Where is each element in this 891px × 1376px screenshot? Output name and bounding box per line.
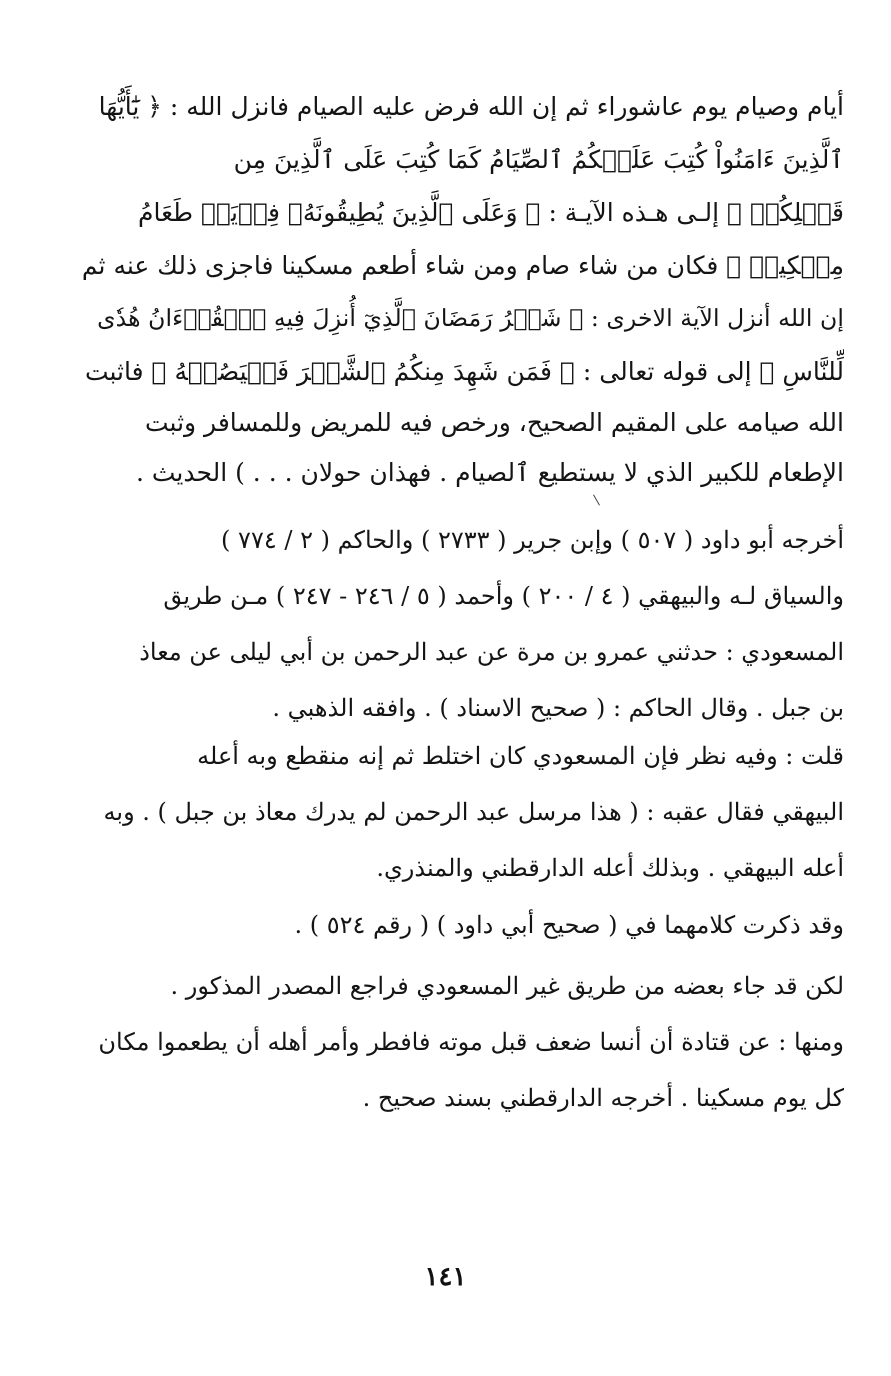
text-line: قلت : وفيه نظر فإن المسعودي كان اختلط ثم إنه منقطع وبه أعله [197, 742, 844, 770]
text-line: لِّلنَّاسِ ﴾ إلى قوله تعالى : ﴿ فَمَن شَهِدَ مِنكُمُ ٱلشَّهۡرَ فَلۡيَصُمۡهُ ﴾ فاثبت [84, 357, 844, 386]
text-line: أخرجه أبو داود ( ٥٠٧ ) وإبن جرير ( ٢٧٣٣ ) والحاكم ( ٢ / ٧٧٤ ) [221, 526, 844, 554]
text-line: الله صيامه على المقيم الصحيح، ورخص فيه للمريض وللمسافر وثبت [144, 408, 844, 437]
text-line: أيام وصيام يوم عاشوراء ثم إن الله فرض عليه الصيام فانزل الله : ﴿ يَٰٓأَيُّهَا [98, 92, 844, 121]
reference-paragraph [82, 897, 844, 953]
text-line: لكن قد جاء بعضه من طريق غير المسعودي فراجع المصدر المذكور . [170, 972, 844, 1000]
text-line: مِسۡكِينٖ ﴾ فكان من شاء صام ومن شاء أطعم مسكينا فاجزى ذلك عنه ثم [82, 251, 844, 280]
takhrij-paragraph [82, 512, 844, 736]
page-number: ١٤١ [424, 1262, 467, 1292]
text-line: ومنها : عن قتادة أن أنسا ضعف قبل موته فافطر وأمر أهله أن يطعموا مكان [98, 1028, 844, 1056]
commentary-paragraph [82, 728, 844, 896]
text-line: المسعودي : حدثني عمرو بن مرة عن عبد الرحمن بن أبي ليلى عن معاذ [139, 638, 844, 666]
text-line: قَبۡلِكُمۡ ﴾ إلـى هـذه الآيـة : ﴿ وَعَلَى ٱلَّذِينَ يُطِيقُونَهُۥ فِدۡيَةٞ طَعَامُ [138, 198, 844, 227]
text-line: كل يوم مسكينا . أخرجه الدارقطني بسند صحيح . [362, 1084, 844, 1112]
text-line: الإطعام للكبير الذي لا يستطيع ٱلصيام . فهذان حولان . . . ) الحديث . [135, 458, 844, 487]
text-line: والسياق لـه والبيهقي ( ٤ / ٢٠٠ ) وأحمد ( ٥ / ٢٤٦ - ٢٤٧ ) مـن طريق [163, 582, 844, 610]
text-line: وقد ذكرت كلامهما في ( صحيح أبي داود ) ( رقم ٥٢٤ ) . [294, 911, 844, 939]
supporting-narration-paragraph [82, 958, 844, 1126]
text-line: أعله البيهقي . وبذلك أعله الدارقطني والمنذري. [376, 854, 844, 882]
text-line: البيهقي فقال عقبه : ( هذا مرسل عبد الرحمن لم يدرك معاذ بن جبل ) . وبه [103, 798, 844, 826]
text-line: إن الله أنزل الآية الاخرى : ﴿ شَهۡرُ رَمَضَانَ ٱلَّذِيٓ أُنزِلَ فِيهِ ٱلۡقُرۡءَانُ هُدٗى [97, 304, 844, 332]
hadith-text-block [82, 80, 844, 498]
text-line: بن جبل . وقال الحاكم : ( صحيح الاسناد ) . وافقه الذهبي . [272, 694, 844, 722]
text-line: ٱلَّذِينَ ءَامَنُواْ كُتِبَ عَلَيۡكُمُ ٱلصِّيَامُ كَمَا كُتِبَ عَلَى ٱلَّذِينَ مِن [233, 145, 844, 174]
